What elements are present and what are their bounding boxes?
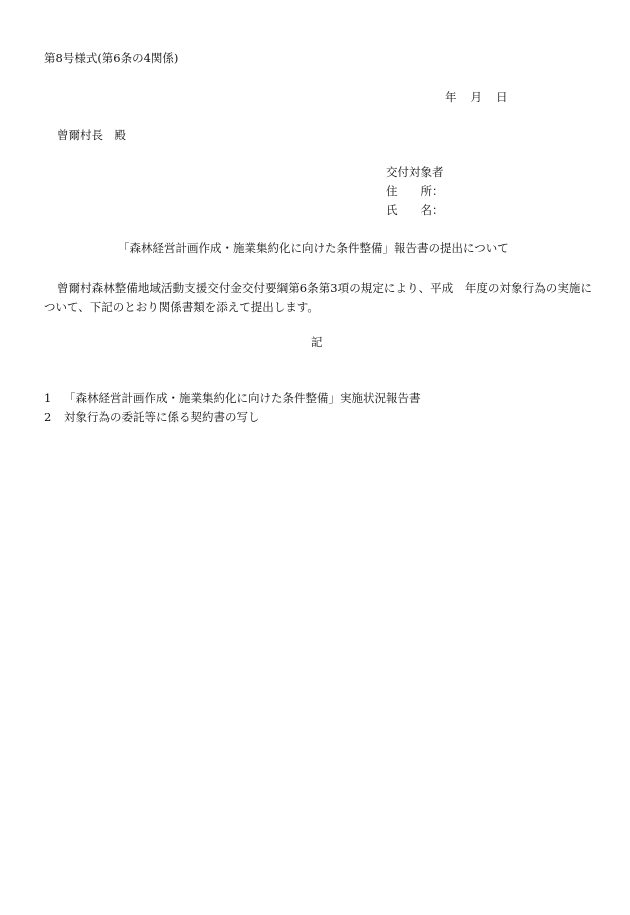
year-label: 年 [445,90,457,104]
address-label: 住 所： [386,184,444,198]
date-line [445,92,508,104]
enclosure-text: 対象行為の委託等に係る契約書の写し [64,410,260,424]
name-label: 氏 名： [386,203,444,217]
enclosure-number: 1 [44,391,52,405]
applicant-block [386,167,444,224]
month-label: 月 [470,90,482,104]
addressee: 曾爾村長 殿 [57,128,126,142]
ki-heading: 記 [311,335,323,349]
enclosure-number: 2 [44,410,52,424]
enclosure-text: 「森林経営計画作成・施業集約化に向けた条件整備」実施状況報告書 [64,391,421,405]
enclosure-list [44,393,421,431]
applicant-title: 交付対象者 [386,165,444,179]
enclosure-item [44,412,421,431]
name-row [386,205,444,224]
document-subject: 「森林経営計画作成・施業集約化に向けた条件整備」報告書の提出について [118,241,509,255]
day-label: 日 [496,90,508,104]
body-paragraph: 曾爾村森林整備地域活動支援交付金交付要綱第6条第3項の規定により、平成 年度の対象行為の実施について、下記のとおり関係書類を添えて提出します。 [44,281,592,314]
form-number: 第8号様式(第6条の4関係) [44,51,179,65]
